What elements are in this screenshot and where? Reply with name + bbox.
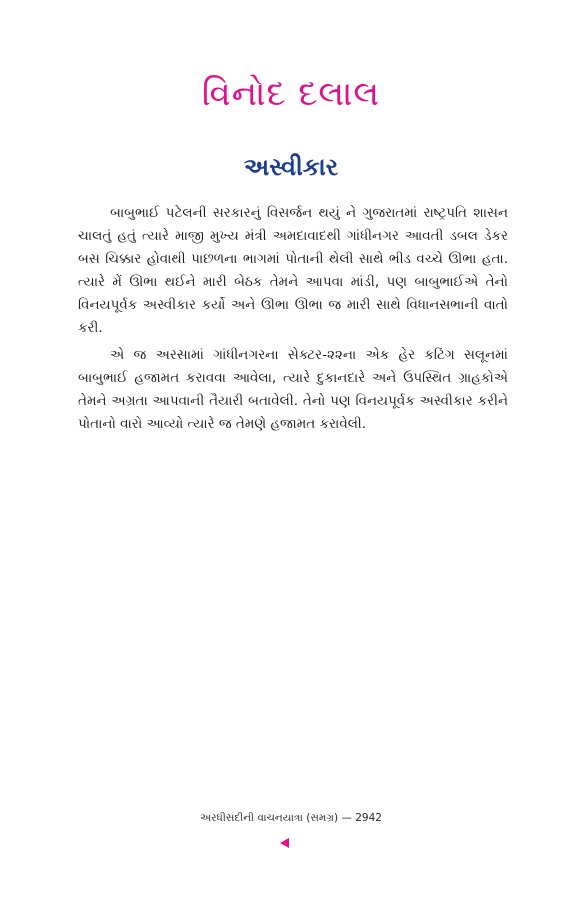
story-title: અસ્વીકાર bbox=[243, 153, 339, 181]
story-body bbox=[78, 202, 508, 440]
author-name: વિનોદ દલાલ bbox=[201, 74, 381, 114]
page-footer: અરધીસદીની વાચનયાત્રા (સમગ્ર) — 2942 bbox=[200, 812, 382, 824]
paragraph-2: એ જ અરસામાં ગાંધીનગરના સેક્ટર-૨૨ના એક હેર કટિંગ સલૂનમાં બાબુભાઈ હજામત કરાવવા આવેલા, ત્યારે દુકાનદારે અને ઉપસ્થિત ગ્રાહકોએ તેમને અગ્રતા આપવાની તૈયારી બતાવેલી. તેનો પણ વિનયપૂર્વક અસ્વીકાર કરીને પોતાનો વારો આવ્યો ત્યારે જ તેમણે હજામત કરાવેલી. bbox=[78, 347, 508, 432]
triangle-left-icon[interactable] bbox=[280, 838, 289, 848]
paragraph-1: બાબુભાઈ પટેલની સરકારનું વિસર્જન થયું ને ગુજરાતમાં રાષ્ટ્રપતિ શાસન ચાલતું હતું ત્યારે માજી મુખ્ય મંત્રી અમદાવાદથી ગાંધીનગર આવતી ડબલ ડેકર બસ ચિક્કાર હોવાથી પાછળના ભાગમાં પોતાની થેલી સાથે ભીડ વચ્ચે ઊભા હતા. ત્યારે મેં ઊભા થઈને મારી બેઠક તેમને આપવા માંડી, પણ બાબુભાઈએ તેનો વિનયપૂર્વક અસ્વીકાર કર્યો અને ઊભા ઊભા જ મારી સાથે વિધાનસભાની વાતો કરી. bbox=[78, 205, 508, 336]
